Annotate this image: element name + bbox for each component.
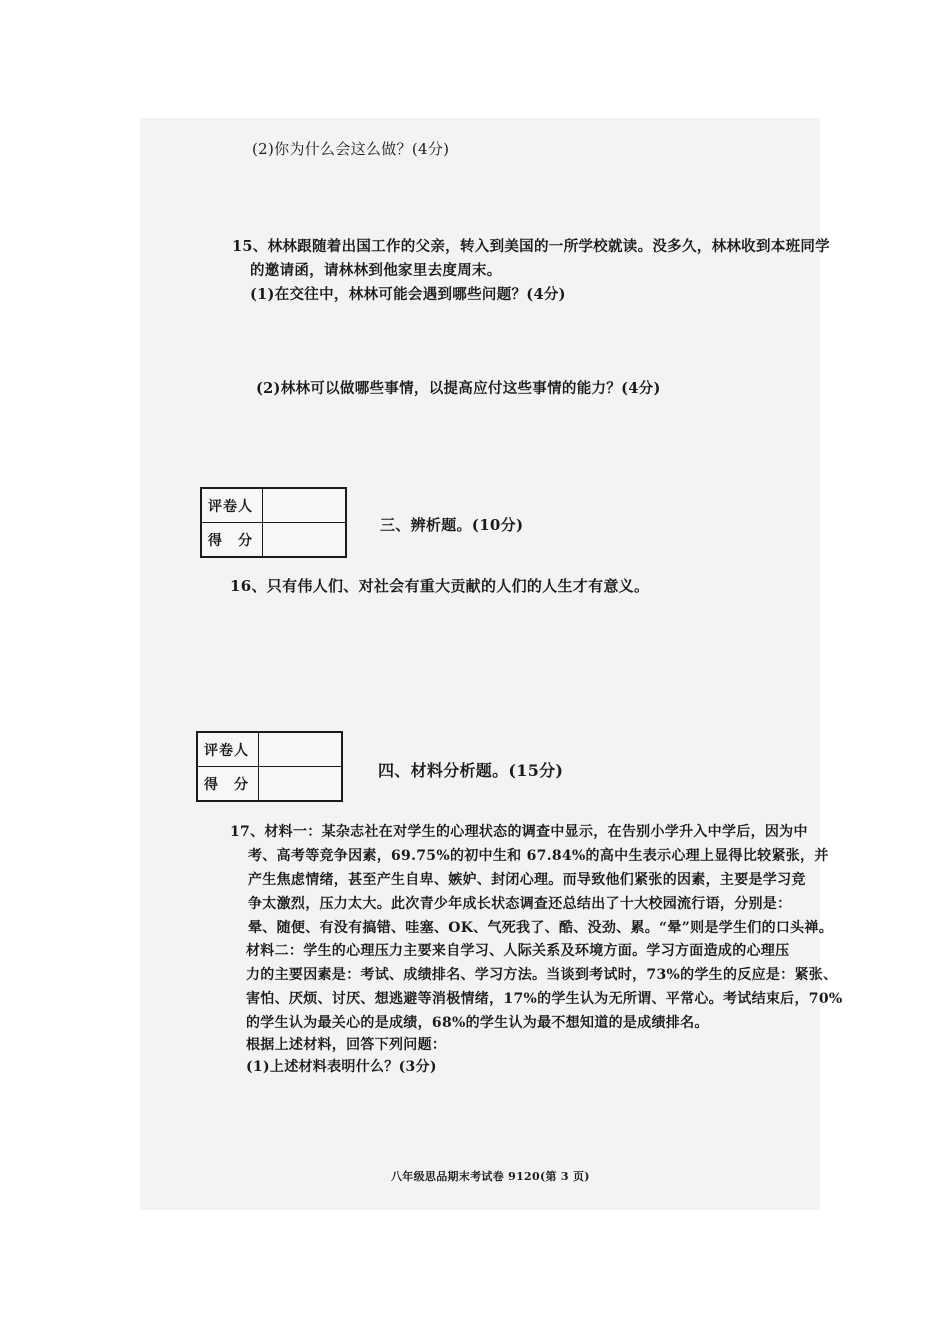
section-4-title: 四、材料分析题。(15分) xyxy=(378,761,564,780)
q15-subquestion-1: (1)在交往中，林林可能会遇到哪些问题？(4分) xyxy=(250,286,566,303)
score-field xyxy=(263,523,347,558)
q17-line: 争太激烈，压力太大。此次青少年成长状态调查还总结出了十大校园流行语，分别是： xyxy=(248,896,792,912)
q16-stem: 16、只有伟人们、对社会有重大贡献的人们的人生才有意义。 xyxy=(230,577,650,595)
q17-line: 产生焦虑情绪，甚至产生自卑、嫉妒、封闭心理。而导致他们紧张的因素，主要是学习竞 xyxy=(248,872,806,888)
q15-stem-line-2: 的邀请函，请林林到他家里去度周末。 xyxy=(250,262,502,279)
section-3-title: 三、辨析题。(10分) xyxy=(380,516,524,534)
q17-line: 材料二：学生的心理压力主要来自学习、人际关系及环境方面。学习方面造成的心理压 xyxy=(246,943,790,959)
q17-line: 晕、随便、有没有搞错、哇塞、OK、气死我了、酷、没劲、累。“晕”则是学生们的口头禅。 xyxy=(248,920,834,936)
q17-line: 的学生认为最关心的是成绩，68%的学生认为最不想知道的是成绩排名。 xyxy=(246,1015,709,1031)
q15-stem-line-1: 15、林林跟随着出国工作的父亲，转入到美国的一所学校就读。没多久，林林收到本班同学 xyxy=(232,238,830,255)
q17-line: 害怕、厌烦、讨厌、想逃避等消极情绪，17%的学生认为无所谓、平常心。考试结束后，70% xyxy=(246,991,843,1007)
grader-score-box xyxy=(196,731,343,802)
score-field xyxy=(259,767,343,802)
page-footer: 八年级思品期末考试卷 9120(第 3 页) xyxy=(391,1170,590,1183)
q17-line: 考、高考等竞争因素，69.75%的初中生和 67.84%的高中生表示心理上显得比较紧张，并 xyxy=(248,848,829,864)
grader-label: 评卷人 xyxy=(197,732,259,767)
q17-line: 根据上述材料，回答下列问题： xyxy=(246,1037,447,1053)
q17-line: 力的主要因素是：考试、成绩排名、学习方法。当谈到考试时，73%的学生的反应是：紧张、 xyxy=(246,967,838,983)
q14-subquestion-2: (2)你为什么会这么做？(4分) xyxy=(252,140,450,158)
score-label: 得 分 xyxy=(197,767,259,802)
q17-subquestion-1: (1)上述材料表明什么？(3分) xyxy=(246,1059,437,1075)
grader-field xyxy=(259,732,343,767)
q15-subquestion-2: (2)林林可以做哪些事情，以提高应付这些事情的能力？(4分) xyxy=(256,380,661,397)
exam-page xyxy=(140,118,820,1210)
grader-score-box xyxy=(200,487,347,558)
score-label: 得 分 xyxy=(201,523,263,558)
grader-field xyxy=(263,488,347,523)
grader-label: 评卷人 xyxy=(201,488,263,523)
q17-line: 17、材料一：某杂志社在对学生的心理状态的调查中显示，在告别小学升入中学后，因为中 xyxy=(230,824,808,840)
